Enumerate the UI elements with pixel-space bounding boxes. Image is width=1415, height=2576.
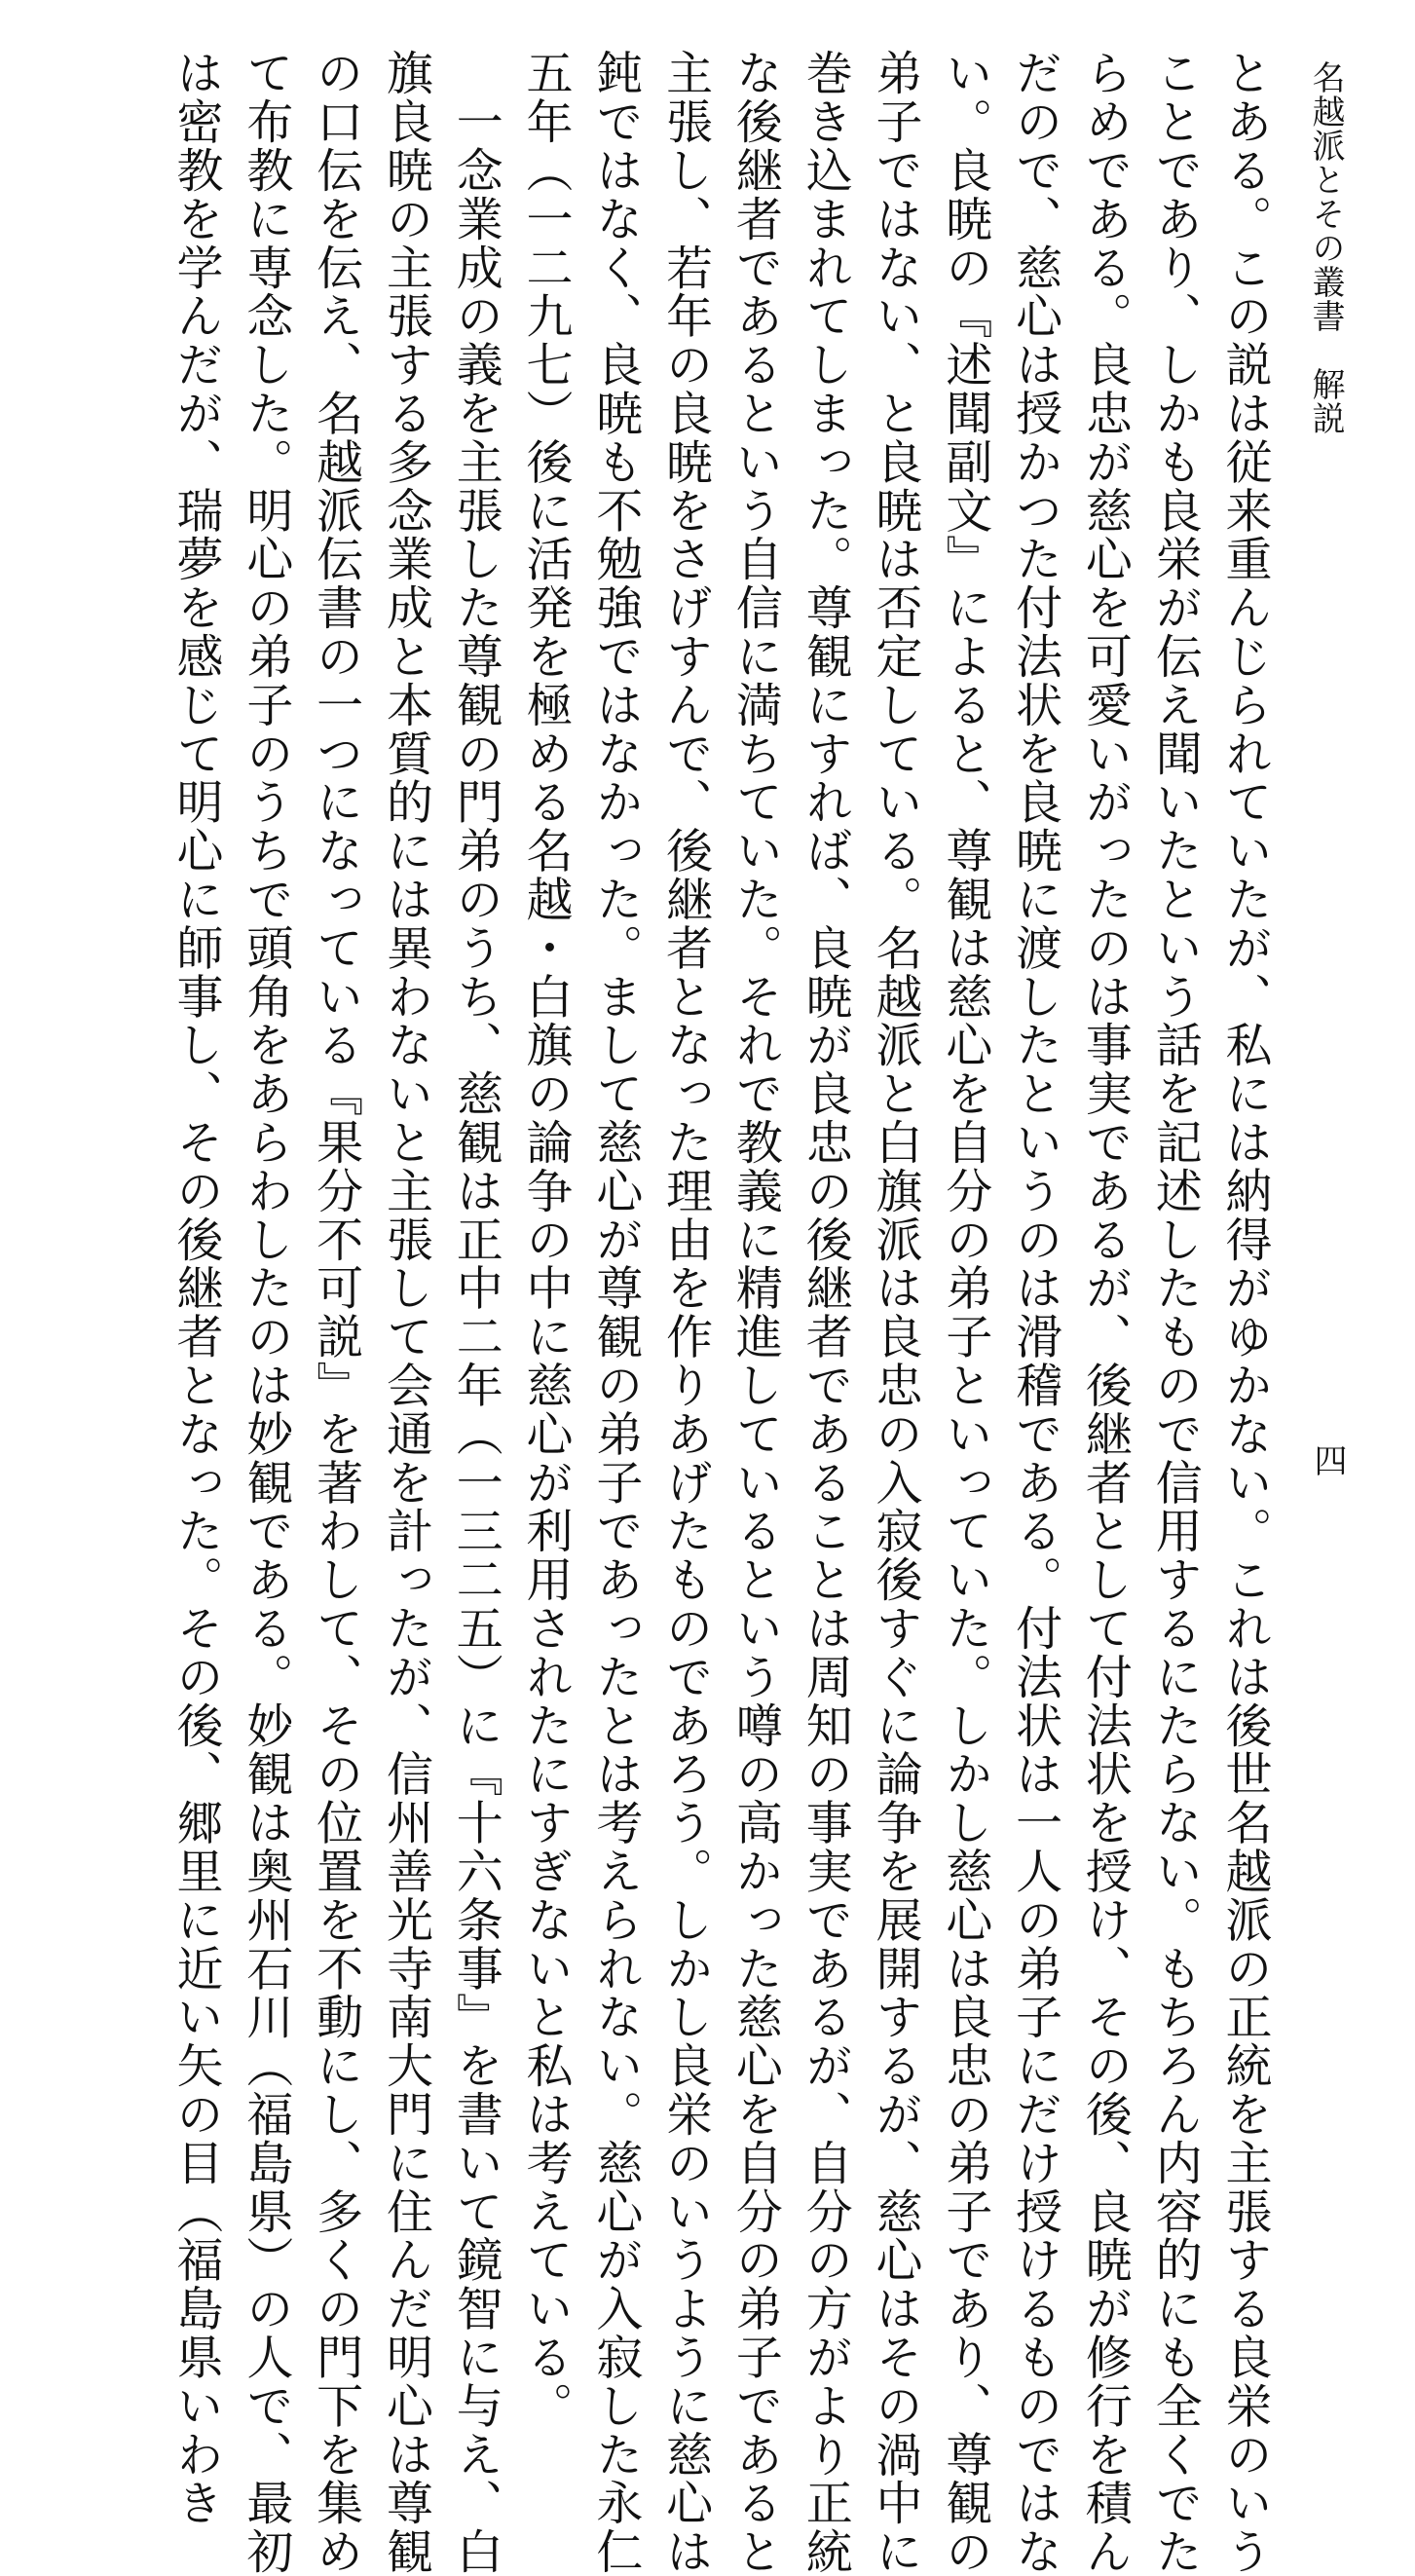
text-line: 一念業成の義を主張した尊観の門弟のうち、慈観は正中二年（一三二五）に『十六条事』を書いて鏡智に与え、白 xyxy=(448,49,503,2576)
text-line: 五年（一二九七）後に活発を極める名越・白旗の論争の中に慈心が利用されたにすぎないと私は考えている。 xyxy=(518,49,574,2431)
text-line: な後継者であるという自信に満ちていた。それで教義に精進しているという噂の高かった慈心を自分の弟子であると xyxy=(727,49,783,2576)
text-line: 鈍ではなく、良暁も不勉強ではなかった。まして慈心が尊観の弟子であったとは考えられない。慈心が入寂した永仁 xyxy=(587,49,643,2576)
text-line: らめである。良忠が慈心を可愛いがったのは事実であるが、後継者として付法状を授け、その後、良暁が修行を積ん xyxy=(1077,49,1133,2576)
text-line: い。良暁の『述聞副文』によると、尊観は慈心を自分の弟子といっていた。しかし慈心は良忠の弟子であり、尊観の xyxy=(937,49,992,2576)
body-text xyxy=(76,49,1279,2576)
text-line: とある。この説は従来重んじられていたが、私には納得がゆかない。これは後世名越派の正統を主張する良栄のいう xyxy=(1217,49,1272,2576)
text-line: は密教を学んだが、瑞夢を感じて明心に師事し、その後継者となった。その後、郷里に近い矢の目（福島県いわき xyxy=(168,49,224,2527)
text-line: 主張し、若年の良暁をさげすんで、後継者となった理由を作りあげたものであろう。しかし良栄のいうように慈心は xyxy=(657,49,713,2576)
text-line: 旗良暁の主張する多念業成と本質的には異わないと主張して会通を計ったが、信州善光寺南大門に住んだ明心は尊観 xyxy=(378,49,433,2576)
text-line: て布教に専念した。明心の弟子のうちで頭角をあらわしたのは妙観である。妙観は奥州石川（福島県）の人で、最初 xyxy=(238,49,293,2576)
text-line: だので、慈心は授かつた付法状を良暁に渡したというのは滑稽である。付法状は一人の弟子にだけ授けるものではな xyxy=(1007,49,1062,2576)
text-line: 巻き込まれてしまった。尊観にすれば、良暁が良忠の後継者であることは周知の事実であるが、自分の方がより正統 xyxy=(798,49,853,2576)
running-head: 名越派とその叢書 解説 xyxy=(1306,60,1345,435)
text-line: の口伝を伝え、名越派伝書の一つになっている『果分不可説』を著わして、その位置を不動にし、多くの門下を集め xyxy=(308,49,363,2576)
page-number: 四 xyxy=(1308,1443,1347,1476)
text-line: 弟子ではない、と良暁は否定している。名越派と白旗派は良忠の入寂後すぐに論争を展開するが、慈心はその渦中に xyxy=(868,49,923,2576)
text-line: ことであり、しかも良栄が伝え聞いたという話を記述したもので信用するにたらない。もちろん内容的にも全くでた xyxy=(1147,49,1203,2576)
